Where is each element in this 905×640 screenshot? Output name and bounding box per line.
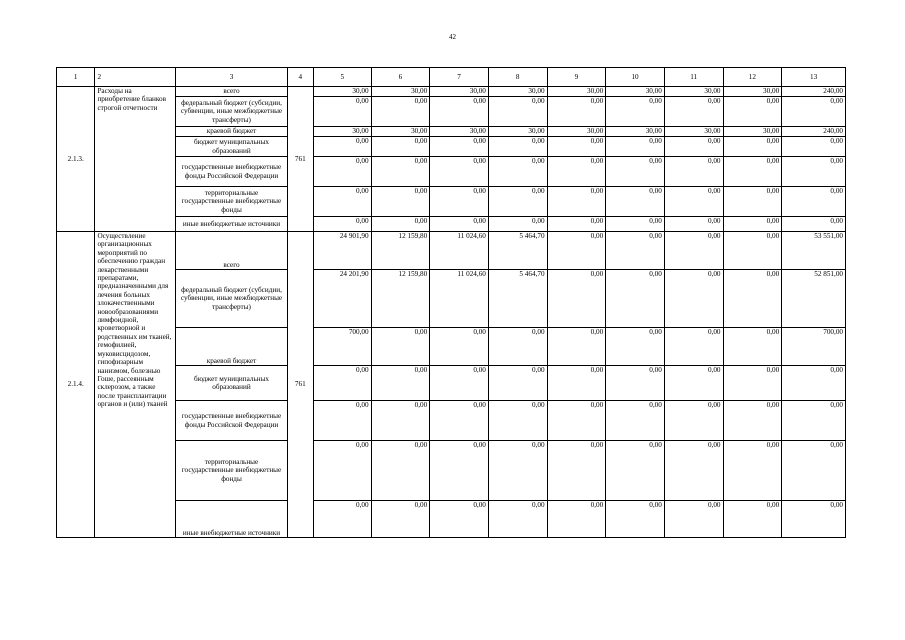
col4-code: 761 bbox=[287, 87, 313, 232]
value-cell: 0,00 bbox=[723, 232, 782, 270]
item-description: Расходы на приобретение бланков строгой отчетности bbox=[95, 87, 176, 232]
value-cell: 0,00 bbox=[371, 501, 430, 538]
value-cell: 0,00 bbox=[723, 366, 782, 401]
value-cell: 0,00 bbox=[664, 328, 723, 366]
value-cell: 0,00 bbox=[547, 366, 606, 401]
item-code: 2.1.3. bbox=[57, 87, 95, 232]
value-cell: 0,00 bbox=[547, 187, 606, 217]
item-code: 2.1.4. bbox=[57, 232, 95, 538]
value-cell: 0,00 bbox=[664, 217, 723, 232]
value-cell: 0,00 bbox=[782, 157, 846, 187]
value-cell: 30,00 bbox=[723, 87, 782, 97]
value-cell: 0,00 bbox=[606, 270, 665, 328]
value-cell: 30,00 bbox=[664, 127, 723, 137]
source-label: территориальные государственные внебюджетные фонды bbox=[176, 441, 287, 501]
header-cell: 2 bbox=[95, 68, 176, 87]
table-row bbox=[57, 232, 846, 270]
value-cell: 30,00 bbox=[313, 87, 371, 97]
value-cell: 24 901,90 bbox=[313, 232, 371, 270]
value-cell: 30,00 bbox=[371, 87, 430, 97]
value-cell: 30,00 bbox=[606, 87, 665, 97]
item-description: Осуществление организационных мероприятий по обеспечению граждан лекарственными препаратами, предназначенными для лечения больных злокачественными новообразованиями лимфоидной, кроветворной и родственных им тканей, гемофилией, муковисцидозом, гипофизарным нанизмом, болезнью Гоше, рассеянным склерозом, а также после трансплантации органов и (или) тканей bbox=[95, 232, 176, 538]
value-cell: 0,00 bbox=[664, 187, 723, 217]
value-cell: 0,00 bbox=[782, 401, 846, 441]
value-cell: 0,00 bbox=[782, 366, 846, 401]
header-cell: 6 bbox=[371, 68, 430, 87]
source-label: федеральный бюджет (субсидии, субвенции, иные межбюджетные трансферты) bbox=[176, 97, 287, 127]
value-cell: 0,00 bbox=[723, 97, 782, 127]
value-cell: 0,00 bbox=[664, 401, 723, 441]
source-label: федеральный бюджет (субсидии, субвенции, иные межбюджетные трансферты) bbox=[176, 270, 287, 328]
value-cell: 0,00 bbox=[371, 217, 430, 232]
value-cell: 0,00 bbox=[371, 441, 430, 501]
value-cell: 30,00 bbox=[547, 87, 606, 97]
source-label: территориальные государственные внебюджетные фонды bbox=[176, 187, 287, 217]
value-cell: 0,00 bbox=[488, 501, 547, 538]
value-cell: 0,00 bbox=[488, 401, 547, 441]
header-cell: 13 bbox=[782, 68, 846, 87]
value-cell: 0,00 bbox=[606, 501, 665, 538]
value-cell: 0,00 bbox=[547, 217, 606, 232]
header-cell: 12 bbox=[723, 68, 782, 87]
value-cell: 0,00 bbox=[488, 187, 547, 217]
value-cell: 30,00 bbox=[723, 127, 782, 137]
source-label: краевой бюджет bbox=[176, 127, 287, 137]
value-cell: 0,00 bbox=[547, 270, 606, 328]
header-cell: 1 bbox=[57, 68, 95, 87]
value-cell: 0,00 bbox=[430, 187, 489, 217]
source-label: краевой бюджет bbox=[176, 328, 287, 366]
value-cell: 0,00 bbox=[606, 97, 665, 127]
value-cell: 0,00 bbox=[547, 501, 606, 538]
value-cell: 30,00 bbox=[664, 87, 723, 97]
header-cell: 11 bbox=[664, 68, 723, 87]
page-number: 42 bbox=[449, 33, 456, 41]
value-cell: 0,00 bbox=[488, 328, 547, 366]
value-cell: 0,00 bbox=[488, 137, 547, 157]
value-cell: 0,00 bbox=[606, 232, 665, 270]
value-cell: 0,00 bbox=[430, 217, 489, 232]
value-cell: 0,00 bbox=[488, 97, 547, 127]
value-cell: 0,00 bbox=[664, 501, 723, 538]
value-cell: 30,00 bbox=[488, 127, 547, 137]
value-cell: 700,00 bbox=[782, 328, 846, 366]
value-cell: 30,00 bbox=[371, 127, 430, 137]
value-cell: 0,00 bbox=[547, 157, 606, 187]
value-cell: 0,00 bbox=[723, 187, 782, 217]
value-cell: 0,00 bbox=[313, 366, 371, 401]
source-label: всего bbox=[176, 232, 287, 270]
value-cell: 0,00 bbox=[371, 137, 430, 157]
value-cell: 0,00 bbox=[782, 501, 846, 538]
value-cell: 0,00 bbox=[430, 157, 489, 187]
value-cell: 0,00 bbox=[606, 328, 665, 366]
value-cell: 0,00 bbox=[664, 157, 723, 187]
value-cell: 0,00 bbox=[430, 328, 489, 366]
value-cell: 0,00 bbox=[782, 137, 846, 157]
value-cell: 0,00 bbox=[547, 401, 606, 441]
source-label: иные внебюджетные источники bbox=[176, 501, 287, 538]
value-cell: 0,00 bbox=[664, 97, 723, 127]
value-cell: 24 201,90 bbox=[313, 270, 371, 328]
value-cell: 30,00 bbox=[547, 127, 606, 137]
value-cell: 11 024,60 bbox=[430, 270, 489, 328]
value-cell: 0,00 bbox=[782, 97, 846, 127]
value-cell: 0,00 bbox=[664, 270, 723, 328]
value-cell: 0,00 bbox=[547, 441, 606, 501]
value-cell: 0,00 bbox=[488, 217, 547, 232]
budget-table bbox=[56, 67, 846, 538]
value-cell: 12 159,80 bbox=[371, 270, 430, 328]
header-cell: 5 bbox=[313, 68, 371, 87]
value-cell: 0,00 bbox=[547, 328, 606, 366]
header-cell: 10 bbox=[606, 68, 665, 87]
value-cell: 0,00 bbox=[371, 401, 430, 441]
source-label: иные внебюджетные источники bbox=[176, 217, 287, 232]
header-cell: 3 bbox=[176, 68, 287, 87]
value-cell: 5 464,70 bbox=[488, 270, 547, 328]
value-cell: 30,00 bbox=[606, 127, 665, 137]
value-cell: 0,00 bbox=[430, 441, 489, 501]
value-cell: 30,00 bbox=[488, 87, 547, 97]
value-cell: 0,00 bbox=[313, 501, 371, 538]
header-cell: 7 bbox=[430, 68, 489, 87]
value-cell: 30,00 bbox=[430, 87, 489, 97]
value-cell: 30,00 bbox=[313, 127, 371, 137]
source-label: государственные внебюджетные фонды Российской Федерации bbox=[176, 157, 287, 187]
header-row bbox=[57, 68, 846, 87]
value-cell: 53 551,00 bbox=[782, 232, 846, 270]
value-cell: 0,00 bbox=[547, 97, 606, 127]
col4-code: 761 bbox=[287, 232, 313, 538]
value-cell: 0,00 bbox=[723, 328, 782, 366]
value-cell: 240,00 bbox=[782, 87, 846, 97]
value-cell: 240,00 bbox=[782, 127, 846, 137]
value-cell: 0,00 bbox=[723, 137, 782, 157]
value-cell: 0,00 bbox=[430, 401, 489, 441]
value-cell: 30,00 bbox=[430, 127, 489, 137]
value-cell: 0,00 bbox=[664, 441, 723, 501]
value-cell: 0,00 bbox=[782, 217, 846, 232]
value-cell: 0,00 bbox=[488, 366, 547, 401]
value-cell: 0,00 bbox=[606, 217, 665, 232]
value-cell: 0,00 bbox=[723, 217, 782, 232]
value-cell: 11 024,60 bbox=[430, 232, 489, 270]
value-cell: 0,00 bbox=[313, 401, 371, 441]
value-cell: 0,00 bbox=[313, 441, 371, 501]
header-cell: 4 bbox=[287, 68, 313, 87]
value-cell: 0,00 bbox=[430, 97, 489, 127]
value-cell: 0,00 bbox=[430, 366, 489, 401]
value-cell: 0,00 bbox=[547, 137, 606, 157]
value-cell: 0,00 bbox=[313, 187, 371, 217]
source-label: бюджет муниципальных образований bbox=[176, 137, 287, 157]
value-cell: 0,00 bbox=[371, 97, 430, 127]
value-cell: 0,00 bbox=[723, 270, 782, 328]
value-cell: 0,00 bbox=[430, 137, 489, 157]
value-cell: 0,00 bbox=[606, 366, 665, 401]
value-cell: 0,00 bbox=[313, 97, 371, 127]
value-cell: 0,00 bbox=[664, 366, 723, 401]
value-cell: 0,00 bbox=[488, 157, 547, 187]
source-label: государственные внебюджетные фонды Российской Федерации bbox=[176, 401, 287, 441]
value-cell: 0,00 bbox=[488, 441, 547, 501]
source-label: всего bbox=[176, 87, 287, 97]
header-cell: 9 bbox=[547, 68, 606, 87]
value-cell: 0,00 bbox=[606, 441, 665, 501]
value-cell: 5 464,70 bbox=[488, 232, 547, 270]
value-cell: 0,00 bbox=[664, 137, 723, 157]
value-cell: 0,00 bbox=[606, 157, 665, 187]
value-cell: 12 159,80 bbox=[371, 232, 430, 270]
value-cell: 0,00 bbox=[723, 401, 782, 441]
value-cell: 0,00 bbox=[371, 366, 430, 401]
value-cell: 0,00 bbox=[782, 187, 846, 217]
value-cell: 0,00 bbox=[313, 157, 371, 187]
value-cell: 0,00 bbox=[371, 187, 430, 217]
value-cell: 0,00 bbox=[547, 232, 606, 270]
value-cell: 0,00 bbox=[606, 187, 665, 217]
value-cell: 52 851,00 bbox=[782, 270, 846, 328]
value-cell: 0,00 bbox=[723, 157, 782, 187]
value-cell: 0,00 bbox=[606, 401, 665, 441]
value-cell: 0,00 bbox=[606, 137, 665, 157]
value-cell: 0,00 bbox=[782, 441, 846, 501]
value-cell: 0,00 bbox=[371, 328, 430, 366]
value-cell: 0,00 bbox=[371, 157, 430, 187]
value-cell: 0,00 bbox=[723, 501, 782, 538]
value-cell: 0,00 bbox=[723, 441, 782, 501]
source-label: бюджет муниципальных образований bbox=[176, 366, 287, 401]
table-row bbox=[57, 87, 846, 97]
value-cell: 700,00 bbox=[313, 328, 371, 366]
value-cell: 0,00 bbox=[430, 501, 489, 538]
header-cell: 8 bbox=[488, 68, 547, 87]
value-cell: 0,00 bbox=[313, 217, 371, 232]
value-cell: 0,00 bbox=[664, 232, 723, 270]
value-cell: 0,00 bbox=[313, 137, 371, 157]
